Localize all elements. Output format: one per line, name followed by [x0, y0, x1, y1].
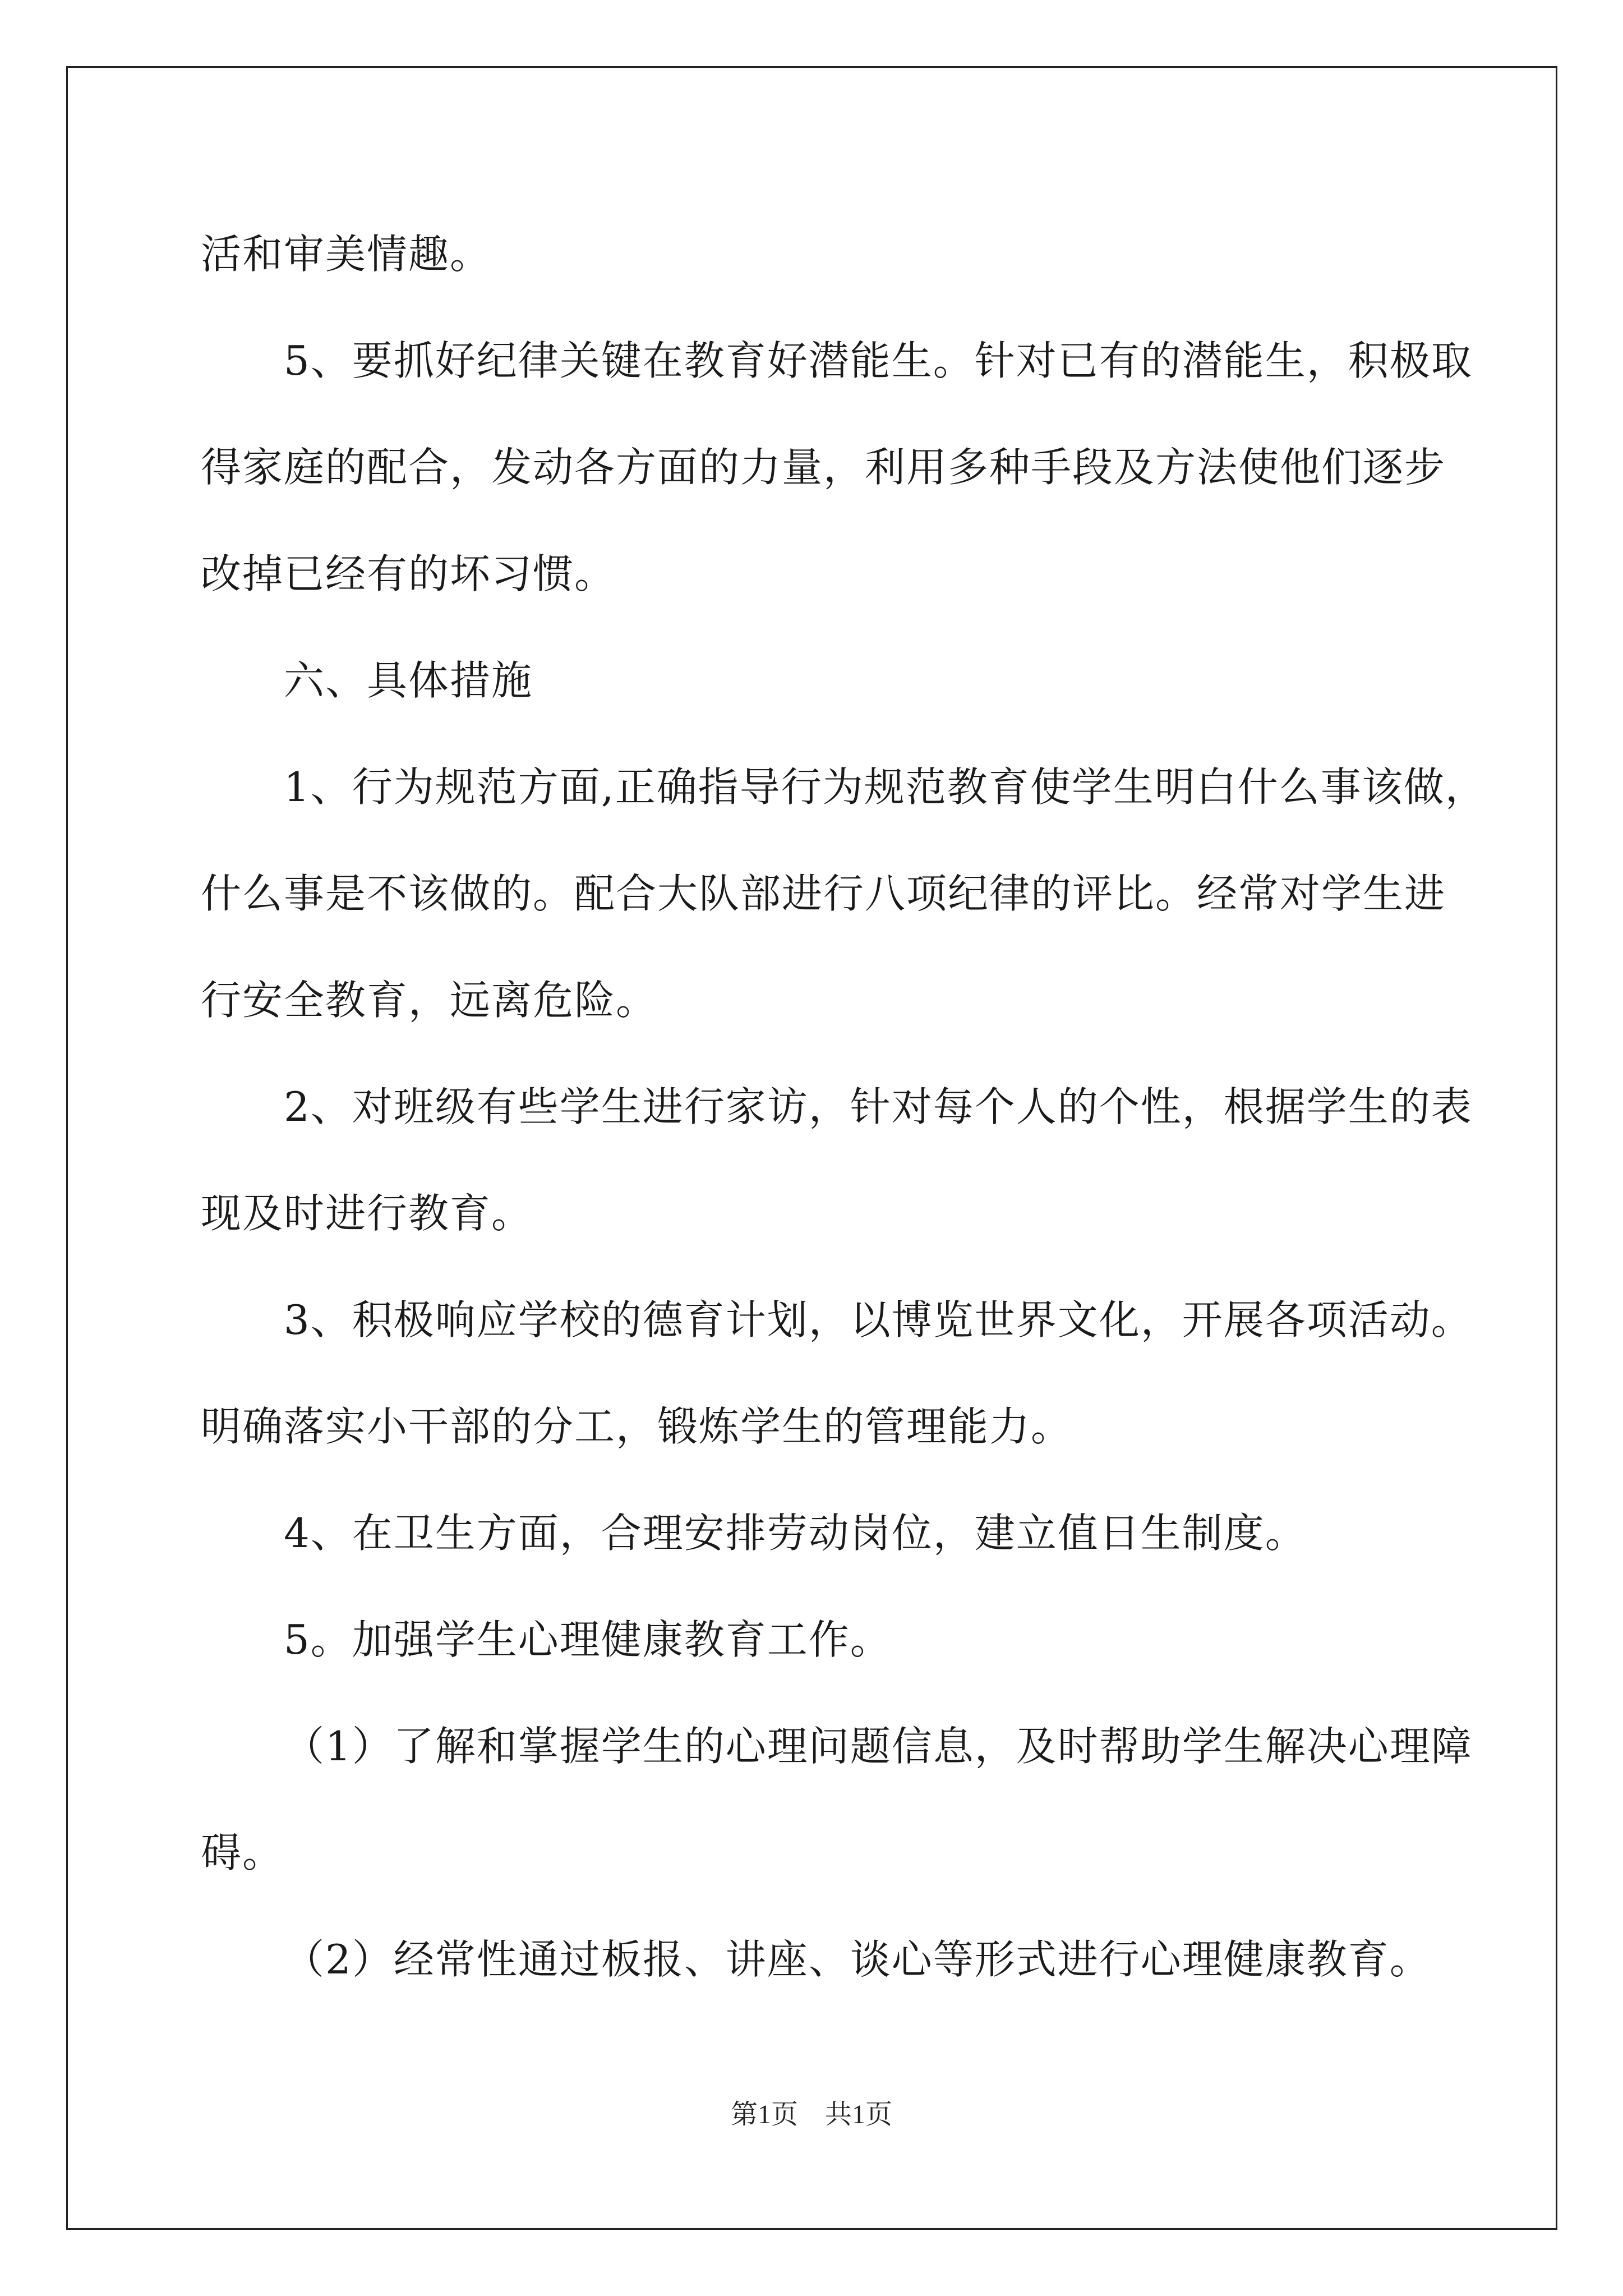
text-line: 行安全教育，远离危险。	[201, 977, 658, 1024]
text-line: 3、积极响应学校的德育计划，以博览世界文化，开展各项活动。	[284, 1296, 1473, 1343]
text-line: 得家庭的配合，发动各方面的力量，利用多种手段及方法使他们逐步	[201, 444, 1446, 491]
text-line: （2）经常性通过板报、讲座、谈心等形式进行心理健康教育。	[284, 1936, 1431, 1983]
text-line: （1）了解和掌握学生的心理问题信息，及时帮助学生解决心理障	[284, 1723, 1473, 1770]
text-line: 2、对班级有些学生进行家访，针对每个人的个性，根据学生的表	[284, 1083, 1473, 1130]
text-line: 4、在卫生方面，合理安排劳动岗位，建立值日生制度。	[284, 1510, 1307, 1557]
section-heading: 六、具体措施	[284, 657, 533, 704]
text-line: 活和审美情趣。	[201, 231, 492, 278]
text-line: 明确落实小干部的分工，锻炼学生的管理能力。	[201, 1403, 1073, 1450]
text-line: 碍。	[201, 1829, 284, 1876]
document-body	[201, 201, 1487, 2013]
text-line: 1、行为规范方面,正确指导行为规范教育使学生明白什么事该做，	[284, 763, 1487, 811]
text-line: 现及时进行教育。	[201, 1190, 533, 1237]
text-line: 什么事是不该做的。配合大队部进行八项纪律的评比。经常对学生进	[201, 870, 1446, 917]
text-line: 改掉已经有的坏习惯。	[201, 550, 616, 597]
page-number-footer: 第1页 共1页	[730, 2100, 892, 2129]
text-line: 5。加强学生心理健康教育工作。	[284, 1616, 892, 1663]
text-line: 5、要抓好纪律关键在教育好潜能生。针对已有的潜能生，积极取	[284, 337, 1473, 384]
